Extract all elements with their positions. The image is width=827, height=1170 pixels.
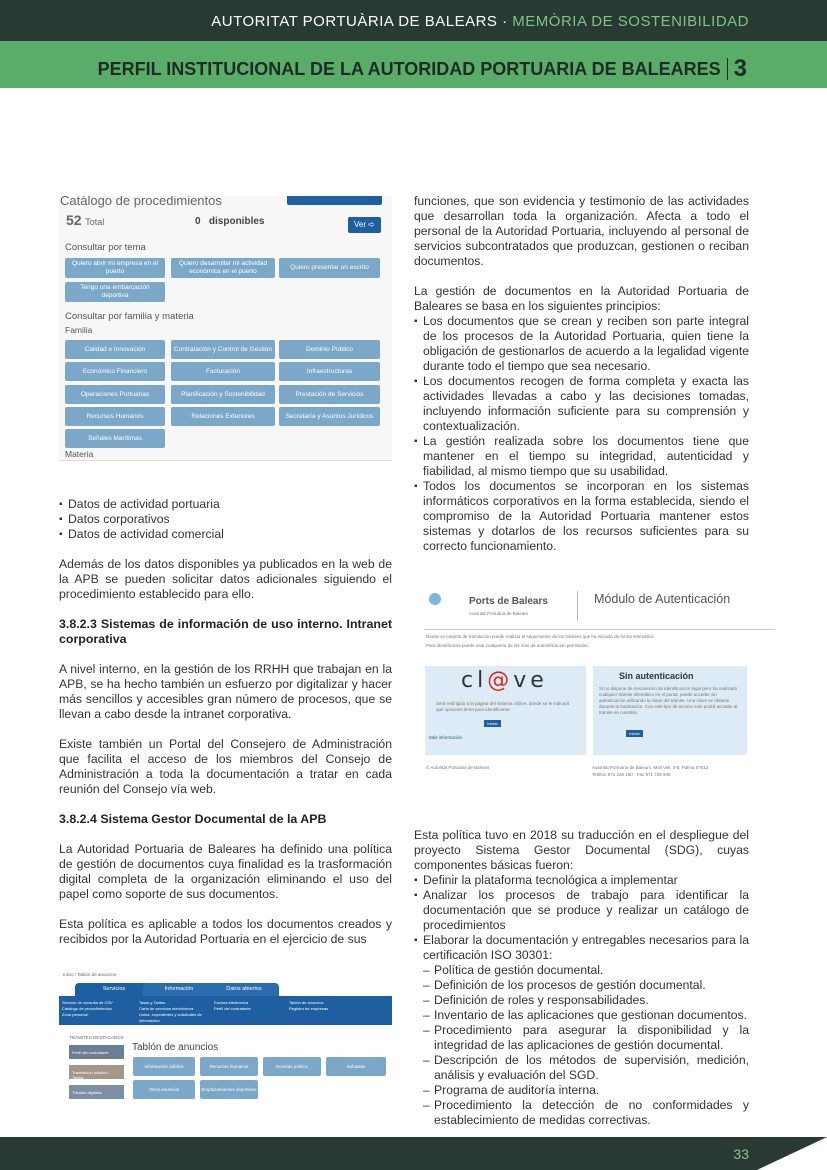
- catalog-familia-tile: Facturación: [171, 362, 275, 381]
- sub-list-item: – Definición de los procesos de gestión documental.: [414, 978, 749, 993]
- arrow-right-icon: ➪: [368, 220, 375, 229]
- sede-nav-item: Tasas y Tarifas: [139, 1000, 166, 1005]
- catalog-familia-tile: Económico Financiero: [65, 362, 165, 381]
- sede-nav-item: Perfil del contratante: [214, 1006, 251, 1011]
- section-heading: 3.8.2.4 Sistema Gestor Documental de la APB: [59, 812, 327, 826]
- clave-logo: [461, 668, 548, 693]
- catalog-tema-label: Consultar por tema: [65, 242, 146, 253]
- auth-footer-right: Autoritat Portuària de Balears, Moll Vell, 3-5, Palma 07012: [592, 765, 709, 770]
- catalog-total-num: 52: [66, 212, 82, 228]
- sede-tramites-title: TRÁMITES DESTACADOS: [69, 1035, 124, 1040]
- sede-nav-col: [289, 1000, 359, 1012]
- auth-intro: Para identificarse puede usar cualquiera de las vías de autentificación permitidas:: [426, 643, 589, 648]
- sede-tablon-tile: Subastas: [326, 1057, 386, 1076]
- catalog-disp-num: 0: [195, 216, 201, 227]
- list-item: ▪ Todos los documentos se incorporan en los sistemas informáticos corporativos en la forma establecida, siendo el compromiso de la Autoridad Portuaria mantener estos sistemas y dotarlos de los recursos suficientes para su correcto funcionamiento.: [414, 479, 749, 554]
- catalog-familia-tile: Contratación y Control de Gestión: [171, 340, 275, 359]
- catalog-familia-label: Consultar por familia y materia: [65, 311, 194, 322]
- auth-intro: Desde su carpeta de tramitación puede realizar el seguimiento de los trámites que ha iniciado de forma telemática: [426, 634, 654, 639]
- catalog-total-label: Total: [85, 217, 105, 227]
- catalog-familia-tile: Señales Marítimas: [65, 429, 165, 448]
- sede-screenshot: [59, 969, 392, 1111]
- sede-nav-item: Servicio de consulta de CSV: [62, 1000, 113, 1005]
- components-list: [414, 873, 749, 1128]
- sede-nav-item: Listas, expedientes y solicitudes de información: [139, 1012, 202, 1023]
- sede-nav-item: Tablón de anuncios: [289, 1000, 324, 1005]
- data-types-list: [59, 497, 392, 542]
- section-bar: [0, 41, 827, 88]
- right-column-bottom: [414, 828, 749, 1128]
- auth-brand: Ports de Balears: [469, 596, 548, 607]
- auth-screenshot: [424, 586, 775, 780]
- sub-list-item: – Definición de roles y responsabilidades.: [414, 993, 749, 1008]
- paragraph: Además de los datos disponibles ya publicados en la web de la APB se pueden solicitar datos adicionales siguiendo el procedimiento establecido para ello.: [59, 557, 392, 601]
- sede-tablon-tile: Otros anuncios: [133, 1080, 195, 1099]
- section-number: 3: [733, 55, 747, 82]
- sub-list-item: – Inventario de las aplicaciones que gestionan documentos.: [414, 1008, 749, 1023]
- list-item: ▪ Elaborar la documentación y entregables necesarios para la certificación ISO 30301:: [414, 933, 749, 963]
- catalog-familia-tile: Secretaría y Asuntos Jurídicos: [279, 407, 380, 426]
- sede-breadcrumb: Inicio / Tablón de anuncios: [63, 972, 116, 977]
- sin-auth-title: Sin autenticación: [619, 671, 694, 681]
- catalog-familia-tile: Planificación y Sostenibilidad: [171, 385, 275, 404]
- sub-list-item: – Procedimiento para asegurar la disponibilidad y la integridad de las aplicaciones de gestión documental.: [414, 1023, 749, 1053]
- catalog-search-button: [287, 196, 382, 205]
- sub-list-item: – Política de gestión documental.: [414, 963, 749, 978]
- paragraph: La Autoridad Portuaria de Baleares ha definido una política de gestión de documentos cuya finalidad es la trasformación digital completa de la organización eliminando el uso del papel como soporte de sus documentos.: [59, 842, 392, 901]
- footer-bar: [0, 1137, 827, 1170]
- sede-nav-item: Catálogo de procedimientos: [62, 1006, 112, 1011]
- catalog-familia-sub: Familia: [65, 325, 93, 335]
- header-separator: ·: [502, 13, 508, 30]
- sub-list-item: – Programa de auditoría interna.: [414, 1083, 749, 1098]
- list-item: ▪ Analizar los procesos de trabajo para identificar la documentación que se produce y realizar un catálogo de procedimientos: [414, 888, 749, 933]
- sede-tablon-title: Tablón de anuncios: [132, 1042, 219, 1053]
- list-item: ▪ Definir la plataforma tecnológica a implementar: [414, 873, 749, 888]
- catalog-disp-label: disponibles: [208, 216, 265, 227]
- auth-footer-phone: Teléfon 971 228 150 · Fax 971 726 948: [592, 772, 671, 777]
- clave-logo-part: ve: [513, 668, 548, 693]
- paragraph: Existe también un Portal del Consejero de Administración que facilita el acceso de los miembros del Consejo de Administración a toda la documentación a tratar en cada reunión del Consejo vía web.: [59, 737, 392, 796]
- footer-corner: [757, 1137, 827, 1170]
- paragraph: Esta política tuvo en 2018 su traducción en el despliegue del proyecto Sistema Gestor Documental (SDG), cuyas componentes básicas fueron:: [414, 828, 749, 872]
- header-org: AUTORITAT PORTUÀRIA DE BALEARS: [211, 13, 498, 30]
- catalog-familia-tile: Calidad e Innovación: [65, 340, 165, 359]
- header-memoria: MEMÒRIA DE SOSTENIBILIDAD: [512, 13, 749, 30]
- paragraph: La gestión de documentos en la Autoridad Portuaria de Baleares se basa en los siguientes principios:: [414, 284, 749, 313]
- list-item: ▪ Datos de actividad comercial: [59, 527, 392, 542]
- sede-tramite-label: Tributos digitales: [72, 1090, 103, 1095]
- catalog-disponibles: [195, 216, 264, 227]
- sede-tablon-tile: Emplazamientos deportivos: [200, 1080, 258, 1099]
- section-divider: [727, 58, 728, 80]
- section-heading: 3.8.2.3 Sistemas de información de uso interno. Intranet corporativa: [59, 617, 392, 646]
- catalog-familia-tile: Dominio Público: [279, 340, 380, 359]
- right-column-top: [414, 194, 749, 554]
- sede-tab: Información: [143, 983, 215, 996]
- sede-tab: Datos abiertos: [209, 983, 279, 996]
- list-item: ▪ Los documentos recogen de forma completa y exacta las actividades llevadas a cabo y las decisiones tomadas, incluyendo información suficiente para su comprensión y contextualización.: [414, 374, 749, 434]
- auth-brand-sub: Autoritat Portuària de Balears: [469, 611, 529, 616]
- sede-nav-col: [214, 1000, 284, 1012]
- sede-tablon-tile: Información pública: [133, 1057, 195, 1076]
- catalog-familia-tile: Operaciones Portuarias: [65, 385, 165, 404]
- sede-tramite-label: Perfil del contratante: [72, 1050, 109, 1055]
- ports-logo-icon: [429, 593, 441, 605]
- catalog-materia-label: Materia: [65, 449, 94, 459]
- left-column: [59, 497, 392, 962]
- catalog-screenshot: [59, 196, 392, 461]
- catalog-tema-tile: Tengo una embarcación deportiva: [65, 282, 165, 302]
- catalog-total: [66, 212, 104, 228]
- sub-list-item: – Procedimiento la detección de no conformidades y establecimiento de medidas correctivas.: [414, 1098, 749, 1128]
- list-item: ▪ La gestión realizada sobre los documentos tiene que mantener en el tiempo su integridad, autenticidad y fiabilidad, al mismo tiempo que su usabilidad.: [414, 434, 749, 479]
- sin-auth-text: Si no dispone de mecanismo de identificación legal pero ha realizado cualquier trámite telemático en el portal, puede acceder sin autenticación utilizando la clave del trámite. Una clave se obtiene durante la tramitación. Con este tipo de acceso solo podrá acceder al trámite en cuestión.: [599, 686, 738, 715]
- sede-nav-col: [139, 1000, 211, 1024]
- sede-tramite-label: Tramitación pública / Tarifas: [72, 1070, 109, 1080]
- sede-nav-item: Zona personal: [62, 1012, 88, 1017]
- sede-nav-col: [62, 1000, 134, 1018]
- page-number: 33: [733, 1146, 749, 1162]
- sede-tramite-thumb: [69, 1085, 124, 1099]
- auth-divider: [577, 591, 578, 621]
- catalog-familia-tile: Prestación de Servicios: [279, 385, 380, 404]
- section-title: PERFIL INSTITUCIONAL DE LA AUTORIDAD PORTUARIA DE BALEARES: [97, 58, 721, 79]
- paragraph: A nivel interno, en la gestión de los RRHH que trabajan en la APB, se ha hecho también un esfuerzo por digitalizar y hacer más sencillos y accesibles gran número de procesos, que se llevan a cabo desde la intranet corporativa.: [59, 662, 392, 721]
- auth-title: Módulo de Autenticación: [594, 592, 731, 606]
- catalog-tema-tile: Quiero abrir mi empresa en el puerto: [65, 258, 165, 278]
- clave-text: Será redirigido a la página del sistema cl@ve, donde se le indicará qué opciones tiene para identificarse.: [436, 701, 570, 712]
- clave-logo-at: @: [487, 668, 514, 693]
- catalog-familia-tile: Relaciones Exteriores: [171, 407, 275, 426]
- sede-tab: Servicios: [75, 983, 153, 996]
- sede-nav-item: Registro de empresas: [289, 1006, 329, 1011]
- principles-list: [414, 314, 749, 554]
- sede-tablon-tile: Dominio público: [263, 1057, 321, 1076]
- paragraph: Esta política es aplicable a todos los documentos creados y recibidos por la Autoridad Portuaria en el ejercicio de sus: [59, 917, 392, 946]
- sede-tramite-thumb: [69, 1045, 124, 1059]
- catalog-tema-tile: Quiero desarrollar mi actividad económica en el puerto: [171, 258, 275, 278]
- sede-nav-item: Carta de servicios electrónicos: [139, 1006, 194, 1011]
- clave-iniciar-button: Iniciar: [484, 720, 501, 727]
- header-top-bar: [0, 0, 827, 41]
- catalog-familia-tile: Infraestructuras: [279, 362, 380, 381]
- sede-nav: [59, 996, 392, 1025]
- sin-auth-iniciar-button: Iniciar: [626, 730, 643, 737]
- catalog-familia-tile: Recursos Humanos: [65, 407, 165, 426]
- list-item: ▪ Datos de actividad portuaria: [59, 497, 392, 512]
- catalog-tema-tile: Quiero presentar un escrito: [279, 258, 380, 278]
- paragraph: funciones, que son evidencia y testimonio de las actividades que desarrollan toda la organización. Afecta a todo el personal de la Autoridad Portuaria, incluyendo al personal de servicios subcontratados que produzcan, gestionen o reciban documentos.: [414, 194, 749, 268]
- sede-nav-item: Factura electrónica: [214, 1000, 249, 1005]
- auth-rule: [424, 629, 775, 630]
- sub-list-item: – Descripción de los métodos de supervisión, medición, análisis y evaluación del SGD.: [414, 1053, 749, 1083]
- auth-footer-left: © Autoritat Portuària de Balears: [426, 765, 490, 770]
- sede-tablon-tile: Recursos humanos: [200, 1057, 258, 1076]
- clave-mas-info-link: Más información: [429, 735, 463, 740]
- catalog-ver-label: Ver: [354, 220, 367, 229]
- clave-logo-part: cl: [461, 668, 488, 693]
- catalog-title: Catálogo de procedimientos: [60, 196, 222, 208]
- catalog-ver-button: [348, 217, 381, 233]
- sede-tramite-thumb: [69, 1065, 124, 1079]
- list-item: ▪ Los documentos que se crean y reciben son parte integral de los procesos de la Autoridad Portuaria, quien tiene la obligación de gestionarlos de acuerdo a la legalidad vigente durante todo el tiempo que sea necesario.: [414, 314, 749, 374]
- list-item: ▪ Datos corporativos: [59, 512, 392, 527]
